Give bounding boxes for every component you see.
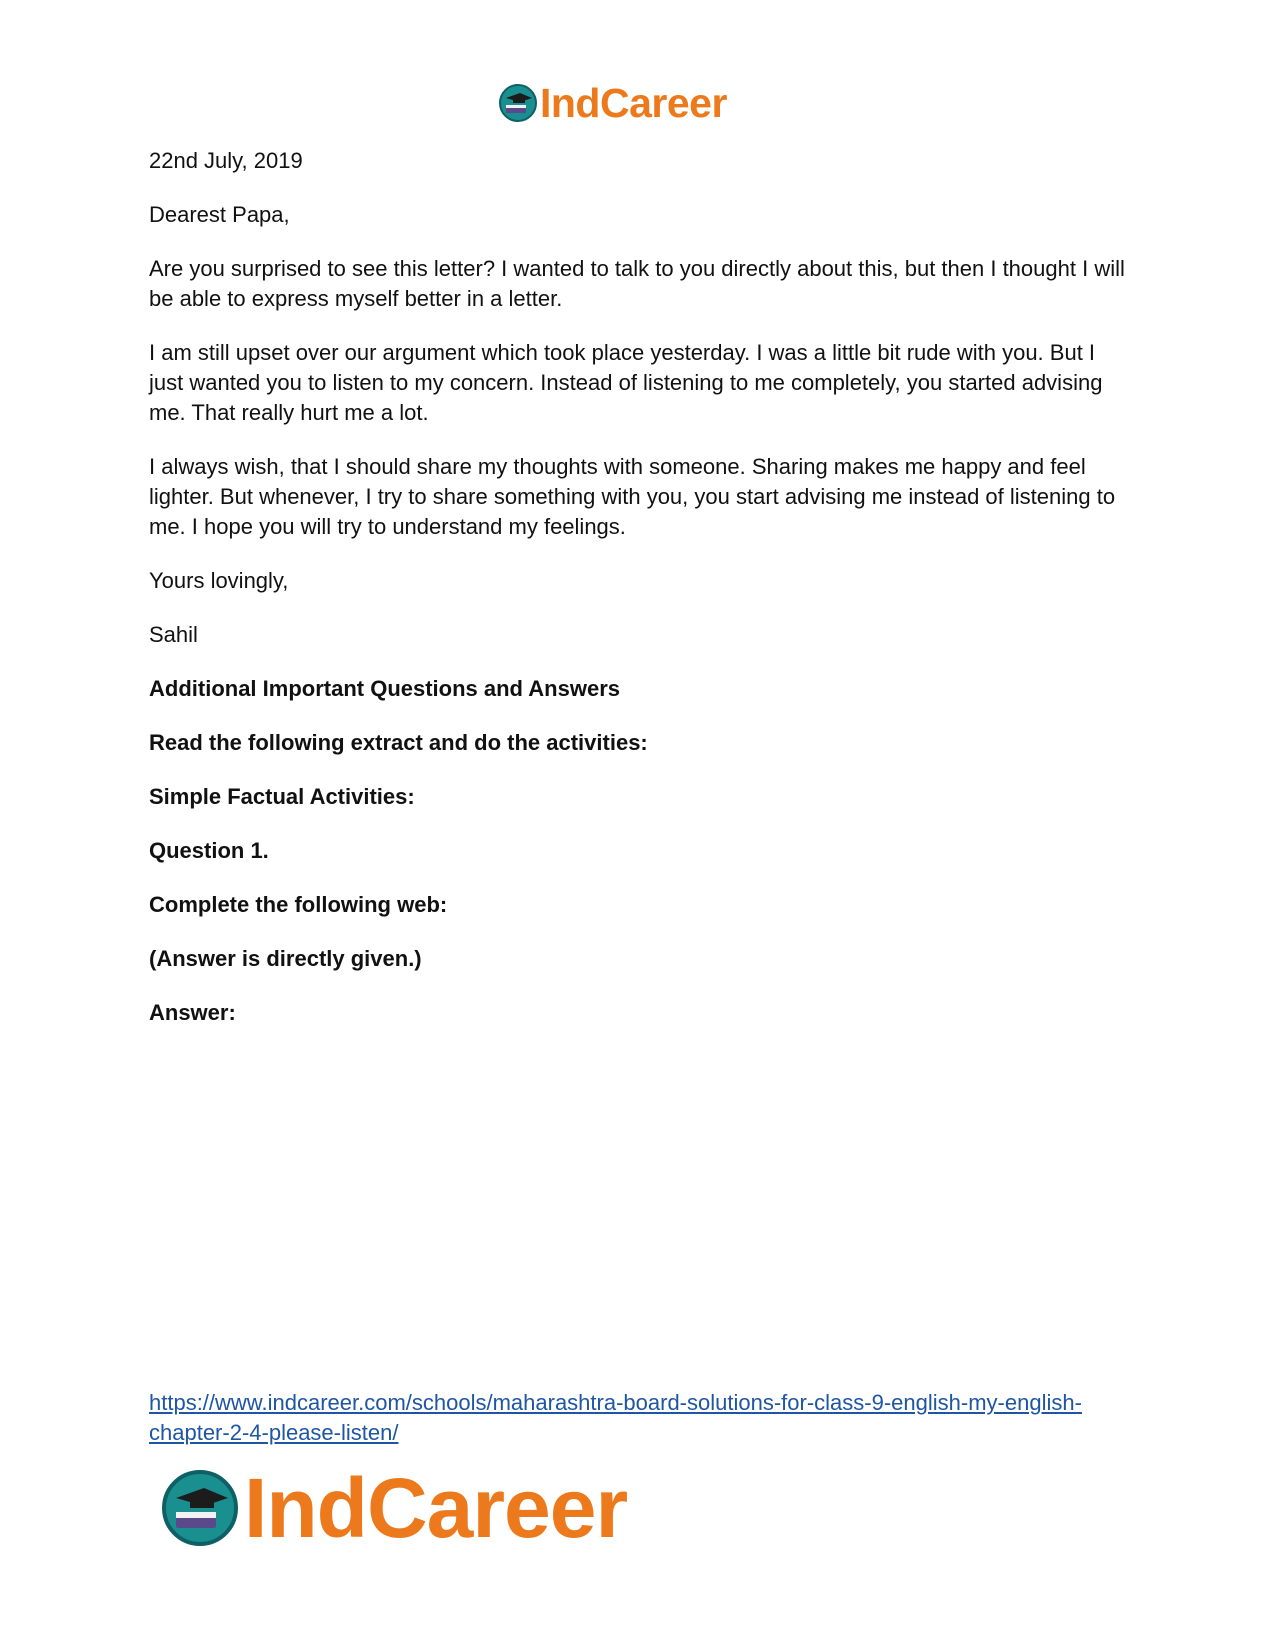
document-body (149, 146, 1129, 1052)
answer-note: (Answer is directly given.) (149, 946, 422, 971)
letter-signature: Sahil (149, 622, 198, 647)
answer-label: Answer: (149, 1000, 236, 1025)
book-globe-icon (160, 1468, 240, 1548)
letter-closing: Yours lovingly, (149, 568, 289, 593)
logo-wordmark: IndCareer (244, 1461, 628, 1555)
letter-paragraph: Are you surprised to see this letter? I wanted to talk to you directly about this, but then I thought I will be able to express myself better in a letter. (149, 256, 1125, 311)
letter-paragraph: I am still upset over our argument which took place yesterday. I was a little bit rude with you. But I just wanted you to listen to my concern. Instead of listening to me completely, you started advising me. That really hurt me a lot. (149, 340, 1103, 425)
activity-type: Simple Factual Activities: (149, 784, 415, 809)
letter-date: 22nd July, 2019 (149, 148, 303, 173)
question-label: Question 1. (149, 838, 269, 863)
question-text: Complete the following web: (149, 892, 448, 917)
source-url-link[interactable]: https://www.indcareer.com/schools/maharashtra-board-solutions-for-class-9-english-my-english-chapter-2-4-please-listen/ (149, 1390, 1082, 1445)
letter-salutation: Dearest Papa, (149, 202, 290, 227)
section-heading: Additional Important Questions and Answers (149, 676, 621, 701)
footer-link-block (149, 1388, 1139, 1448)
footer-logo (160, 1462, 627, 1554)
instruction-text: Read the following extract and do the activities: (149, 730, 648, 755)
logo-wordmark: IndCareer (540, 79, 727, 126)
book-globe-icon (498, 83, 538, 123)
header-logo (498, 80, 727, 126)
letter-paragraph: I always wish, that I should share my thoughts with someone. Sharing makes me happy and feel lighter. But whenever, I try to share something with you, you start advising me instead of listening to me. I hope you will try to understand my feelings. (149, 454, 1116, 539)
